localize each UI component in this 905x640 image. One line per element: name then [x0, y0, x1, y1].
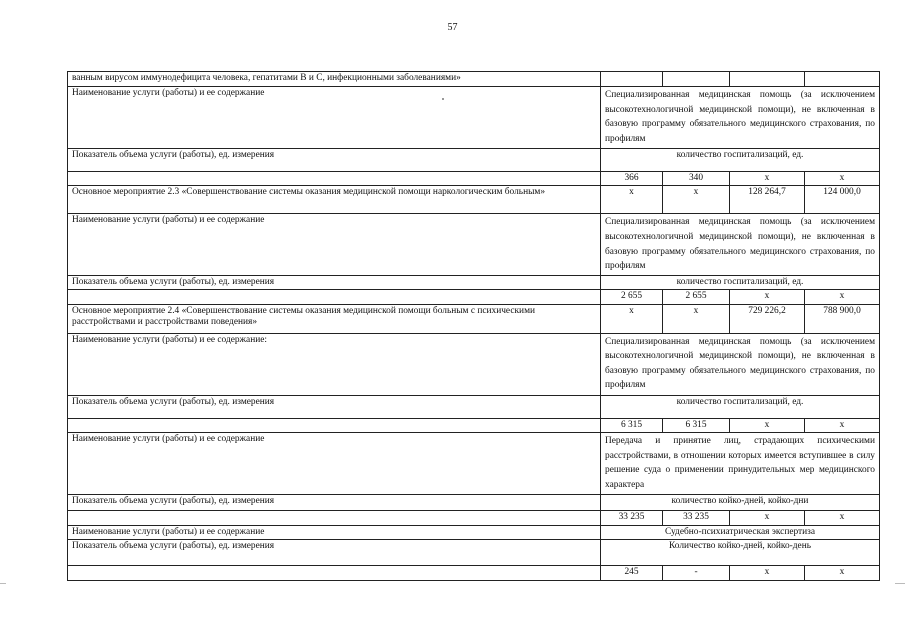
value-cell: х — [805, 511, 880, 525]
table-row — [68, 290, 880, 304]
row-name-cell: Наименование услуги (работы) и ее содержание — [68, 433, 601, 495]
service-description: Судебно-психиатрическая экспертиза — [601, 525, 880, 539]
table-row — [68, 149, 880, 172]
empty-cell — [68, 290, 601, 304]
table-row — [68, 418, 880, 432]
value-cell: х — [805, 290, 880, 304]
table-row — [68, 525, 880, 539]
value-cell: 6 315 — [601, 418, 663, 432]
row-name-cell: Показатель объема услуги (работы), ед. измерения — [68, 149, 601, 172]
value-cell: 33 235 — [601, 511, 663, 525]
row-name-cell: Показатель объема услуги (работы), ед. измерения — [68, 275, 601, 289]
value-cell: 2 655 — [601, 290, 663, 304]
row-name-cell: Показатель объема услуги (работы), ед. измерения — [68, 495, 601, 511]
value-cell: 729 226,2 — [730, 304, 805, 333]
page-number: 57 — [447, 22, 458, 33]
unit-cell: количество госпитализаций, ед. — [601, 149, 880, 172]
row-name-cell: Показатель объема услуги (работы), ед. измерения — [68, 540, 601, 566]
empty-cell — [68, 172, 601, 186]
value-cell: х — [730, 511, 805, 525]
value-cell: х — [601, 186, 663, 214]
table-row — [68, 333, 880, 395]
empty-cell — [805, 72, 880, 87]
row-name-cell: Наименование услуги (работы) и ее содержание — [68, 87, 601, 149]
value-cell: 2 655 — [663, 290, 730, 304]
scan-margin-line — [895, 583, 905, 584]
value-cell: 124 000,0 — [805, 186, 880, 214]
row-name-cell: Основное мероприятие 2.3 «Совершенствование системы оказания медицинской помощи наркологическим больным» — [68, 186, 601, 214]
unit-cell: количество койко-дней, койко-дни — [601, 495, 880, 511]
row-name-cell: ванным вирусом иммунодефицита человека, гепатитами В и С, инфекционными заболеваниями» — [68, 72, 601, 87]
value-cell: 366 — [601, 172, 663, 186]
table-row — [68, 304, 880, 333]
empty-cell — [68, 418, 601, 432]
table-row — [68, 87, 880, 149]
value-cell: х — [805, 418, 880, 432]
value-cell: 788 900,0 — [805, 304, 880, 333]
table-row — [68, 172, 880, 186]
value-cell: х — [730, 290, 805, 304]
table-row — [68, 214, 880, 275]
value-cell: 33 235 — [663, 511, 730, 525]
program-table — [67, 71, 880, 581]
value-cell: - — [663, 566, 730, 580]
value-cell: х — [601, 304, 663, 333]
service-description: Специализированная медицинская помощь (за исключением высокотехнологичной медицинской помощи), не включенная в базовую программу обязательного медицинского страхования, по профилям — [601, 214, 880, 275]
empty-cell — [663, 72, 730, 87]
row-name-cell: Показатель объема услуги (работы), ед. измерения — [68, 395, 601, 418]
value-cell: х — [730, 566, 805, 580]
row-name-cell: Наименование услуги (работы) и ее содержание: — [68, 333, 601, 395]
table-row — [68, 275, 880, 289]
value-cell: 245 — [601, 566, 663, 580]
row-name-cell: Основное мероприятие 2.4 «Совершенствование системы оказания медицинской помощи больным с психическими расстройствами и расстройствами поведения» — [68, 304, 601, 333]
scan-speck — [442, 98, 444, 100]
empty-cell — [68, 511, 601, 525]
service-description: Специализированная медицинская помощь (за исключением высокотехнологичной медицинской помощи), не включенная в базовую программу обязательного медицинского страхования, по профилям — [601, 87, 880, 149]
empty-cell — [730, 72, 805, 87]
table-row — [68, 495, 880, 511]
value-cell: х — [805, 172, 880, 186]
table-row — [68, 540, 880, 566]
unit-cell: количество госпитализаций, ед. — [601, 395, 880, 418]
table-row — [68, 433, 880, 495]
unit-cell: Количество койко-дней, койко-день — [601, 540, 880, 566]
empty-cell — [601, 72, 663, 87]
table-row — [68, 511, 880, 525]
value-cell: х — [663, 304, 730, 333]
value-cell: х — [663, 186, 730, 214]
scan-margin-line — [0, 583, 6, 584]
value-cell: х — [805, 566, 880, 580]
unit-cell: количество госпитализаций, ед. — [601, 275, 880, 289]
table-row — [68, 566, 880, 580]
row-name-cell: Наименование услуги (работы) и ее содержание — [68, 214, 601, 275]
value-cell: х — [730, 172, 805, 186]
table-row — [68, 72, 880, 87]
empty-cell — [68, 566, 601, 580]
table-row — [68, 395, 880, 418]
service-description: Передача и принятие лиц, страдающих психическими расстройствами, в отношении которых имеется вступившее в силу решение суда о применении принудительных мер медицинского характера — [601, 433, 880, 495]
value-cell: х — [730, 418, 805, 432]
row-name-cell: Наименование услуги (работы) и ее содержание — [68, 525, 601, 539]
value-cell: 6 315 — [663, 418, 730, 432]
table-row — [68, 186, 880, 214]
value-cell: 128 264,7 — [730, 186, 805, 214]
service-description: Специализированная медицинская помощь (за исключением высокотехнологичной медицинской помощи), не включенная в базовую программу обязательного медицинского страхования, по профилям — [601, 333, 880, 395]
value-cell: 340 — [663, 172, 730, 186]
